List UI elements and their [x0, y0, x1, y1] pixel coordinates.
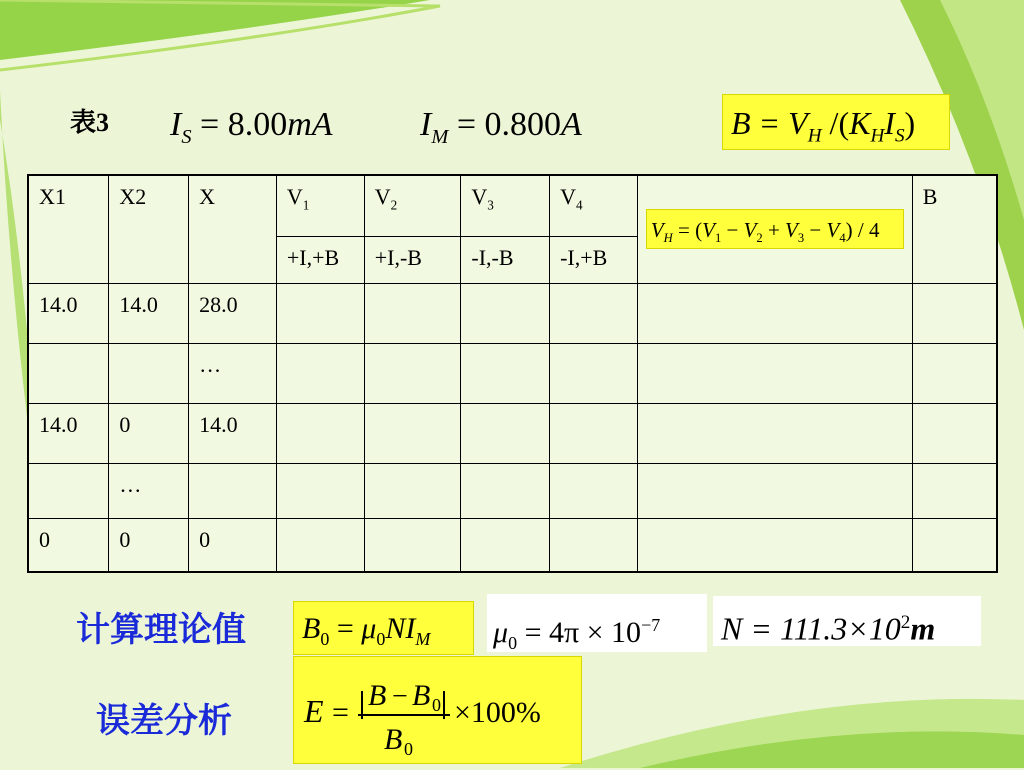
cell-x: 28.0	[189, 283, 277, 343]
header-v2: $V_2$	[364, 175, 461, 236]
header-v3: $V_3$	[461, 175, 550, 236]
cell-x: 14.0	[189, 403, 277, 463]
table-row	[28, 518, 997, 572]
sign-cell: +I,+B	[276, 236, 364, 283]
table-label: 表3	[70, 108, 110, 137]
n-value-box: $N = 111.3\times 10^2m$	[713, 596, 981, 646]
cell-x1	[28, 343, 109, 403]
cell-x1: 14.0	[28, 283, 109, 343]
svg-text:×100%: ×100%	[454, 696, 541, 729]
svg-text:B: B	[368, 679, 387, 712]
svg-text:B: B	[384, 723, 403, 756]
b0-formula-box: $B_0 = \mu_0NI_M$	[293, 601, 474, 655]
measurement-table	[27, 174, 998, 573]
table-row	[28, 463, 997, 518]
table-row	[28, 403, 997, 463]
svg-text:B: B	[412, 679, 431, 712]
cell-x1	[28, 463, 109, 518]
vh-formula-box: $V_H = (V_1 - V_2 + V_3 - V_4) / 4$	[646, 209, 904, 249]
mu0-box: $\mu_0 = 4\pi \times 10^{-7}$	[487, 594, 707, 652]
header-v4: $V_4$	[550, 175, 638, 236]
theory-label: 计算理论值	[76, 610, 246, 650]
cell-x2: 0	[109, 518, 189, 572]
error-label: 误差分析	[96, 701, 232, 741]
cell-x1: 14.0	[28, 403, 109, 463]
current-im: $I_M = 0.800A$	[420, 106, 582, 148]
table-row	[28, 343, 997, 403]
sign-cell: -I,-B	[461, 236, 550, 283]
error-formula-box	[293, 656, 582, 764]
header-x2: X2	[109, 175, 189, 283]
sign-cell: +I,-B	[364, 236, 461, 283]
cell-x: …	[189, 343, 277, 403]
cell-x2	[109, 343, 189, 403]
header-b: B	[912, 175, 997, 283]
error-formula-svg	[294, 657, 583, 765]
svg-text:0: 0	[432, 695, 441, 715]
svg-text:0: 0	[404, 739, 413, 759]
cell-x2: 14.0	[109, 283, 189, 343]
b-formula-box: $B = V_H$ $/(K_HI_S)$	[722, 94, 950, 150]
current-is: $I_S = 8.00mA$	[170, 106, 333, 148]
cell-x1: 0	[28, 518, 109, 572]
cell-x2: …	[109, 463, 189, 518]
table-row	[28, 283, 997, 343]
cell-x: 0	[189, 518, 277, 572]
sign-cell: -I,+B	[550, 236, 638, 283]
svg-text:E: E	[304, 693, 324, 729]
cell-x2: 0	[109, 403, 189, 463]
header-v1: $V_1$	[276, 175, 364, 236]
svg-text:−: −	[392, 681, 408, 712]
header-vh	[637, 175, 912, 283]
svg-text:=: =	[332, 696, 349, 729]
cell-x	[189, 463, 277, 518]
header-x1: X1	[28, 175, 109, 283]
header-x: X	[189, 175, 277, 283]
